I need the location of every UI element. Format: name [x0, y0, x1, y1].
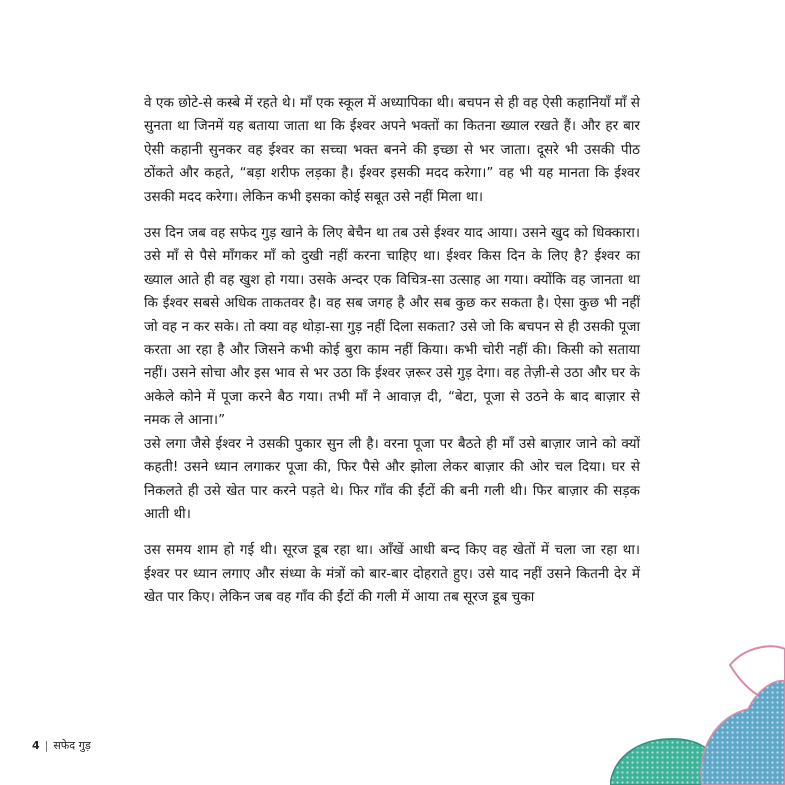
decorative-illustration	[610, 625, 785, 785]
story-text	[144, 92, 640, 610]
page-footer	[32, 738, 91, 753]
book-title: सफेद गुड़	[53, 739, 91, 752]
paragraph-3: उसे लगा जैसे ईश्वर ने उसकी पुकार सुन ली है। वरना पूजा पर बैठते ही माँ उसे बाज़ार जाने को क्यों कहती! उसने ध्यान लगाकर पूजा की, फिर पैसे और झोला लेकर बाज़ार की ओर चल दिया। घर से निकलते ही उसे खेत पार करने पड़ते थे। फिर गाँव की ईंटों की बनी गली थी। फिर बाज़ार की सड़क आती थी।	[144, 435, 640, 522]
page-number: 4	[32, 739, 40, 752]
paragraph-4: उस समय शाम हो गई थी। सूरज डूब रहा था। आँखें आधी बन्द किए वह खेतों में चला जा रहा था। ईश्वर पर ध्यान लगाए और संध्या के मंत्रों को बार-बार दोहराते हुए। उसे याद नहीं उसने कितनी देर में खेत पार किए। लेकिन जब वह गाँव की ईंटों की गली में आया तब सूरज डूब चुका	[144, 542, 640, 606]
footer-separator: |	[44, 739, 49, 752]
blue-blob	[701, 681, 785, 785]
paragraph-1: वे एक छोटे-से कस्बे में रहते थे। माँ एक स्कूल में अध्यापिका थी। बचपन से ही वह ऐसी कहानियाँ माँ से सुनता था जिनमें यह बताया जाता था कि ईश्वर अपने भक्तों का कितना ख्याल रखते हैं। और हर बार ऐसी कहानी सुनकर वह ईश्वर का सच्चा भक्त बनने की इच्छा से भर जाता। दूसरे भी उसकी पीठ ठोंकते और कहते, “बड़ा शरीफ लड़का है। ईश्वर इसकी मदद करेगा।” वह भी यह मानता कि ईश्वर उसकी मदद करेगा। लेकिन कभी इसका कोई सबूत उसे नहीं मिला था।	[144, 95, 640, 205]
paragraph-2: उस दिन जब वह सफेद गुड़ खाने के लिए बेचैन था तब उसे ईश्वर याद आया। उसने खुद को धिक्कारा। उसे माँ से पैसे माँगकर माँ को दुखी नहीं करना चाहिए था। ईश्वर किस दिन के लिए है? ईश्वर का ख्याल आते ही वह खुश हो गया। उसके अन्दर एक विचित्र-सा उत्साह आ गया। क्योंकि वह जानता था कि ईश्वर सबसे अधिक ताकतवर है। वह सब जगह है और सब कुछ कर सकता है। ऐसा कुछ भी नहीं जो वह न कर सके। तो क्या वह थोड़ा-सा गुड़ नहीं दिला सकता? उसे जो कि बचपन से ही उसकी पूजा करता आ रहा है और जिसने कभी कोई बुरा काम नहीं किया। कभी चोरी नहीं की। किसी को सताया नहीं। उसने सोचा और इस भाव से भर उठा कि ईश्वर ज़रूर उसे गुड़ देगा। वह तेज़ी-से उठा और घर के अकेले कोने में पूजा करने बैठ गया। तभी माँ ने आवाज़ दी, “बेटा, पूजा से उठने के बाद बाज़ार से नमक ले आना।”	[144, 225, 640, 429]
